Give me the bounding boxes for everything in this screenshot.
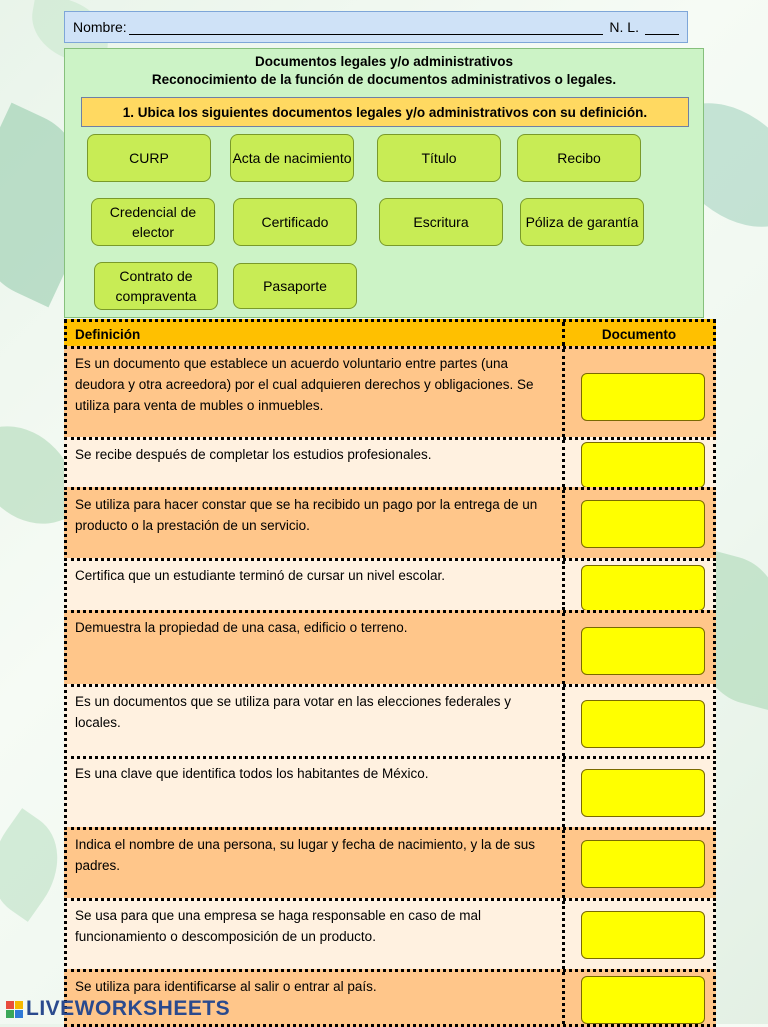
chip-certificado[interactable]: Certificado (233, 198, 357, 246)
drop-zone[interactable] (581, 500, 705, 548)
document-cell (565, 972, 713, 1024)
chip-credencial-de-elector[interactable]: Credencial de elector (91, 198, 215, 246)
chip-titulo[interactable]: Título (377, 134, 501, 182)
instruction-banner: 1. Ubica los siguientes documentos legales y/o administrativos con su definición. (81, 97, 689, 127)
document-cell (565, 490, 713, 558)
definitions-table (64, 319, 716, 1024)
chip-poliza-de-garantia[interactable]: Póliza de garantía (520, 198, 644, 246)
table-row (64, 437, 716, 490)
definition-text: Se utiliza para hacer constar que se ha recibido un pago por la entrega de un producto o la prestación de un servicio. (67, 490, 565, 558)
title-line-1: Documentos legales y/o administrativos (254, 54, 514, 69)
name-bar (64, 11, 688, 43)
page-title (65, 53, 703, 89)
definition-text: Es una clave que identifica todos los habitantes de México. (67, 759, 565, 827)
drop-zone[interactable] (581, 627, 705, 675)
nl-label: N. L. (609, 19, 639, 35)
brand-name: LIVEWORKSHEETS (26, 997, 231, 1020)
table-row (64, 487, 716, 561)
drop-zone[interactable] (581, 700, 705, 748)
chip-escritura[interactable]: Escritura (379, 198, 503, 246)
drop-zone[interactable] (581, 976, 705, 1024)
chip-curp[interactable]: CURP (87, 134, 211, 182)
document-cell (565, 349, 713, 437)
document-cell (565, 759, 713, 827)
chip-contrato-de-compraventa[interactable]: Contrato de compraventa (94, 262, 218, 310)
document-cell (565, 687, 713, 756)
title-line-2: Reconocimiento de la función de documentos administrativos o legales. (151, 72, 617, 87)
table-row (64, 610, 716, 687)
drop-zone[interactable] (581, 911, 705, 959)
definition-text: Se usa para que una empresa se haga responsable en caso de mal funcionamiento o descomposición de un producto. (67, 901, 565, 969)
drop-zone[interactable] (581, 565, 705, 611)
document-bank-panel (64, 48, 704, 318)
nl-field[interactable] (645, 20, 679, 35)
drop-zone[interactable] (581, 840, 705, 888)
table-row (64, 827, 716, 901)
document-cell (565, 901, 713, 969)
name-label: Nombre: (73, 19, 127, 35)
definition-text: Es un documentos que se utiliza para votar en las elecciones federales y locales. (67, 687, 565, 756)
document-cell (565, 830, 713, 898)
definition-text: Demuestra la propiedad de una casa, edificio o terreno. (67, 613, 565, 684)
chip-acta-de-nacimiento[interactable]: Acta de nacimiento (230, 134, 354, 182)
table-row (64, 756, 716, 830)
chip-pasaporte[interactable]: Pasaporte (233, 263, 357, 309)
drop-zone[interactable] (581, 442, 705, 488)
table-row (64, 346, 716, 440)
header-definicion: Definición (67, 322, 565, 346)
drop-zone[interactable] (581, 769, 705, 817)
definition-text: Certifica que un estudiante terminó de cursar un nivel escolar. (67, 561, 565, 610)
name-field[interactable] (129, 20, 604, 35)
drop-zone[interactable] (581, 373, 705, 421)
definition-text: Indica el nombre de una persona, su lugar y fecha de nacimiento, y la de sus padres. (67, 830, 565, 898)
liveworksheets-logo-icon (6, 1001, 23, 1018)
table-header (64, 319, 716, 349)
document-cell (565, 561, 713, 610)
liveworksheets-footer (6, 996, 230, 1022)
chip-recibo[interactable]: Recibo (517, 134, 641, 182)
definition-text: Se recibe después de completar los estudios profesionales. (67, 440, 565, 487)
definition-text: Se utiliza para identificarse al salir o entrar al país. (67, 972, 565, 1024)
table-row (64, 558, 716, 613)
document-cell (565, 613, 713, 684)
definition-text: Es un documento que establece un acuerdo voluntario entre partes (una deudora y otra acreedora) por el cual adquieren derechos y obligaciones. Se utiliza para venta de mubles o inmuebles. (67, 349, 565, 437)
header-documento: Documento (601, 326, 677, 342)
table-row (64, 898, 716, 972)
document-cell (565, 440, 713, 487)
table-row (64, 684, 716, 759)
